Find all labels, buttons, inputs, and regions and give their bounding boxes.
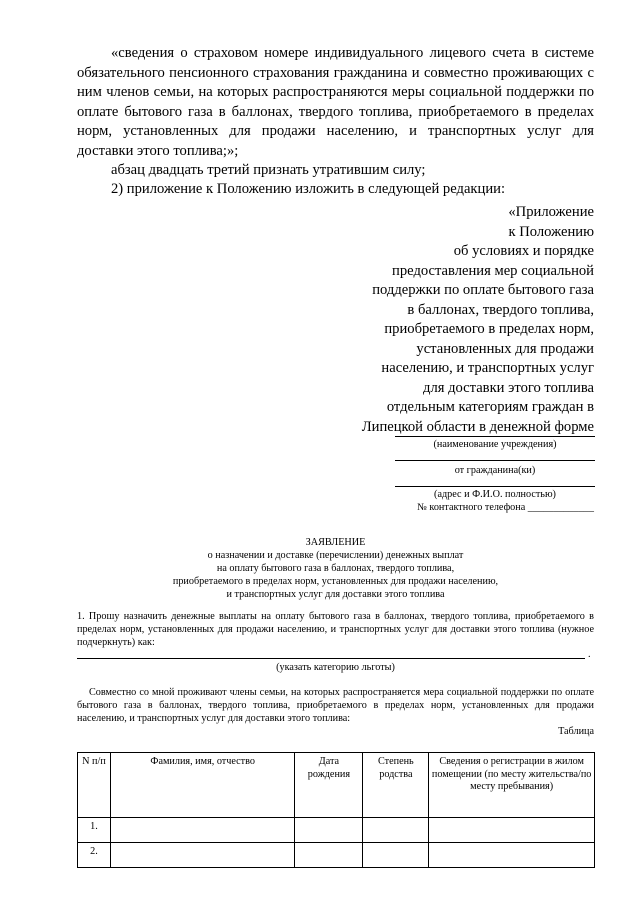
appendix-heading <box>362 203 594 437</box>
cell-relationship[interactable] <box>363 818 429 843</box>
statement-line: и транспортных услуг для доставки этого топлива <box>226 589 445 600</box>
header-relationship: Степень родства <box>363 753 429 818</box>
category-hint: (указать категорию льготы) <box>276 662 395 673</box>
header-birth-date: Дата рождения <box>295 753 363 818</box>
from-citizen-label: от гражданина(ки) <box>454 465 536 476</box>
cell-full-name[interactable] <box>110 843 295 868</box>
appendix-line: населению, и транспортных услуг <box>381 360 594 376</box>
cell-number: 2. <box>78 843 111 868</box>
address-hint: (адрес и Ф.И.О. полностью) <box>434 489 556 500</box>
appendix-line: к Положению <box>508 223 594 240</box>
statement-title-block <box>77 536 594 601</box>
appendix-line: об условиях и порядке <box>453 243 594 259</box>
header-registration: Сведения о регистрации в жилом помещении (по месту жительства/по месту пребывания) <box>429 753 595 818</box>
appendix-line: установленных для продажи <box>416 340 594 357</box>
cell-birth-date[interactable] <box>295 843 363 868</box>
phone-label: № контактного телефона _____________ <box>417 502 594 513</box>
appendix-line: «Приложение <box>508 204 594 220</box>
statement-title: ЗАЯВЛЕНИЕ <box>305 537 366 548</box>
intro-paragraph-1: «сведения о страховом номере индивидуального лицевого счета в системе обязательного пенсионного страхования гражданина и совместно проживающих с ним членов семьи, на которых распространяются меры социальной поддержки по оплате бытового газа в баллонах, твердого топлива, приобретаемого в пределах норм, установленных для продажи населению, и транспортных услуг для доставки этого топлива;»; <box>77 45 594 159</box>
cell-registration[interactable] <box>429 843 595 868</box>
family-members-table <box>77 752 595 868</box>
institution-hint: (наименование учреждения) <box>433 439 557 450</box>
appendix-line: предоставления мер социальной <box>392 262 594 279</box>
cell-birth-date[interactable] <box>295 818 363 843</box>
cell-registration[interactable] <box>429 818 595 843</box>
institution-line <box>395 424 595 437</box>
table-row <box>78 843 595 868</box>
statement-line: на оплату бытового газа в баллонах, твердого топлива, <box>216 563 455 574</box>
cell-relationship[interactable] <box>363 843 429 868</box>
table-header-row <box>78 753 595 818</box>
cell-full-name[interactable] <box>110 818 295 843</box>
appendix-line: для доставки этого топлива <box>423 379 594 396</box>
appendix-line: в баллонах, твердого топлива, <box>407 301 594 318</box>
intro-paragraph-3: 2) приложение к Положению изложить в следующей редакции: <box>111 181 505 197</box>
category-line-end: . <box>588 649 591 660</box>
appendix-line: поддержки по оплате бытового газа <box>372 282 594 298</box>
statement-line: о назначении и доставке (перечислении) денежных выплат <box>207 550 464 561</box>
table-label: Таблица <box>558 726 594 737</box>
institution-line-2 <box>395 448 595 461</box>
category-line <box>77 648 585 659</box>
header-full-name: Фамилия, имя, отчество <box>110 753 295 818</box>
appendix-line: Липецкой области в денежной форме <box>361 418 594 435</box>
header-number: N п/п <box>78 753 111 818</box>
family-paragraph: Совместно со мной проживают члены семьи, на которых распространяется мера социальной поддержки по оплате бытового газа в баллонах, твердого топлива, приобретаемого в пределах норм, установленных для продажи населению, и транспортных услуг для доставки этого топлива: <box>77 687 594 725</box>
appendix-line: отдельным категориям граждан в <box>386 399 594 415</box>
table-row <box>78 818 595 843</box>
appendix-line: приобретаемого в пределах норм, <box>384 321 594 337</box>
cell-number: 1. <box>78 818 111 843</box>
address-line <box>395 474 595 487</box>
statement-line: приобретаемого в пределах норм, установленных для продажи населению, <box>172 576 499 587</box>
intro-paragraph-2: абзац двадцать третий признать утратившим силу; <box>111 162 426 178</box>
request-paragraph: 1. Прошу назначить денежные выплаты на оплату бытового газа в баллонах, твердого топлива, приобретаемого в пределах норм, установленных для продажи населению, и транспортных услуг для доставки этого топлива (нужное подчеркнуть) как: <box>77 611 594 649</box>
